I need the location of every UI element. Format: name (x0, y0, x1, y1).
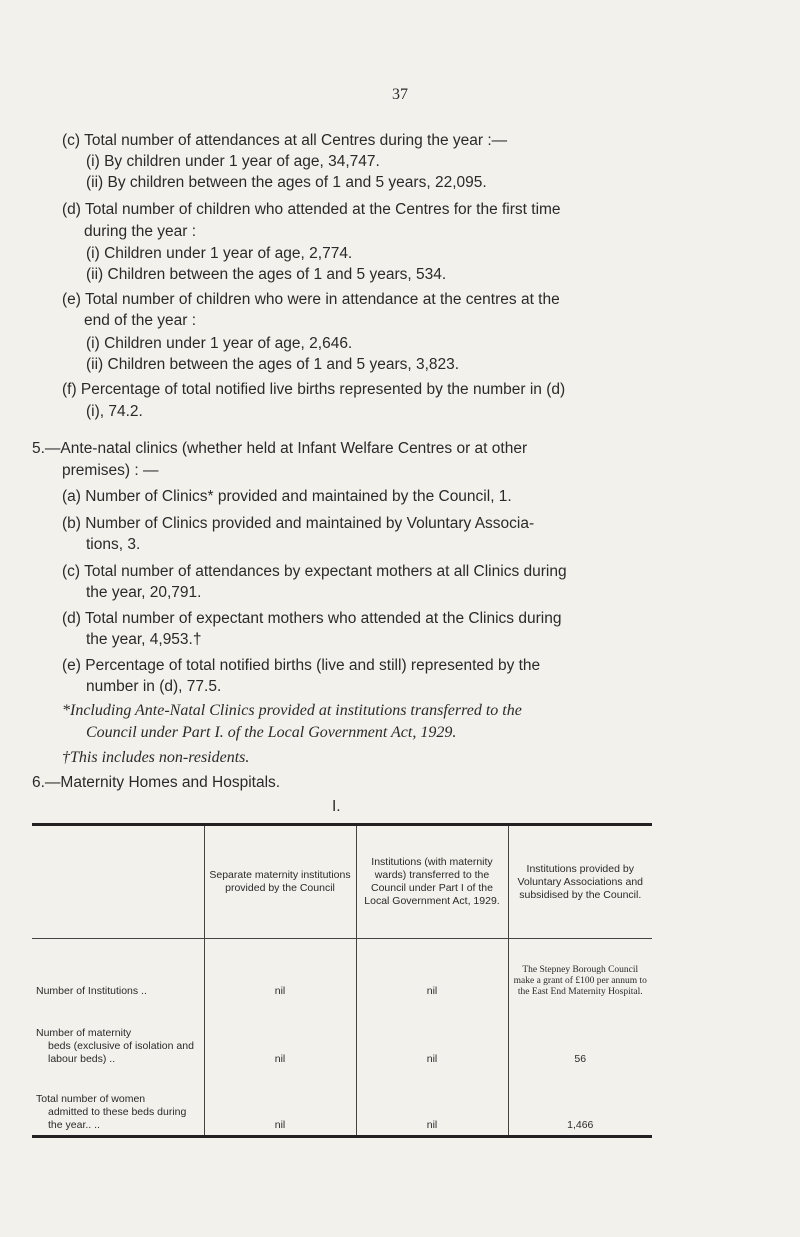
item-5-d: (d) Total number of expectant mothers who attended at the Clinics during (62, 610, 562, 627)
footnote-star-cont: Council under Part I. of the Local Government Act, 1929. (86, 724, 457, 741)
item-5-a: (a) Number of Clinics* provided and maintained by the Council, 1. (62, 488, 512, 505)
section-e-heading: (e) Total number of children who were in attendance at the centres at the (62, 291, 560, 308)
table-header-voluntary: Institutions provided by Voluntary Associations and subsidised by the Council. (508, 825, 652, 939)
row-label-line-cont: admitted to these beds during the year.. .. (48, 1106, 187, 1131)
section-c-heading: (c) Total number of attendances at all Centres during the year :— (62, 132, 508, 149)
table-row (32, 939, 652, 1001)
section-e-heading-cont: end of the year : (84, 312, 197, 329)
cell-voluntary: 56 (508, 1001, 652, 1069)
table-header-transferred: Institutions (with maternity wards) transferred to the Council under Part I of the Local Government Act, 1929. (356, 825, 508, 939)
row-label (32, 1069, 204, 1137)
section-c-ii: (ii) By children between the ages of 1 and 5 years, 22,095. (86, 174, 487, 191)
row-label-line: Number of maternity (36, 1026, 132, 1039)
section-f-line-2: (i), 74.2. (86, 403, 143, 420)
cell-council: nil (204, 1001, 356, 1069)
section-c-i: (i) By children under 1 year of age, 34,747. (86, 153, 380, 170)
table-header-blank (32, 825, 204, 939)
section-f-line-1: (f) Percentage of total notified live births represented by the number in (d) (62, 381, 566, 398)
footnote-star: *Including Ante-Natal Clinics provided at institutions transferred to the (62, 702, 522, 719)
item-6-heading: 6.—Maternity Homes and Hospitals. (32, 774, 281, 791)
cell-transferred: nil (356, 1069, 508, 1137)
section-d-heading-cont: during the year : (84, 223, 197, 240)
section-d-ii: (ii) Children between the ages of 1 and 5 years, 534. (86, 266, 447, 283)
cell-transferred: nil (356, 939, 508, 1001)
table-header-council: Separate maternity institutions provided by the Council (204, 825, 356, 939)
item-5-e: (e) Percentage of total notified births (live and still) represented by the (62, 657, 541, 674)
item-5-c: (c) Total number of attendances by expectant mothers at all Clinics during (62, 563, 567, 580)
item-5-b-cont: tions, 3. (86, 536, 141, 553)
page-number: 37 (392, 86, 408, 103)
footnote-dagger: †This includes non-residents. (62, 749, 250, 766)
cell-council: nil (204, 939, 356, 1001)
table-row (32, 1001, 652, 1069)
item-6-subheading: I. (332, 798, 341, 815)
maternity-table (32, 823, 652, 1138)
section-d-i: (i) Children under 1 year of age, 2,774. (86, 245, 353, 262)
item-5-heading-cont: premises) : — (62, 462, 159, 479)
table-header-row (32, 825, 652, 939)
item-5-b: (b) Number of Clinics provided and maintained by Voluntary Associa- (62, 515, 535, 532)
section-e-i: (i) Children under 1 year of age, 2,646. (86, 335, 353, 352)
item-5-d-cont: the year, 4,953.† (86, 631, 202, 648)
section-e-ii: (ii) Children between the ages of 1 and 5 years, 3,823. (86, 356, 460, 373)
row-label (32, 1001, 204, 1069)
cell-transferred: nil (356, 1001, 508, 1069)
item-5-heading: 5.—Ante-natal clinics (whether held at Infant Welfare Centres or at other (32, 440, 528, 457)
cell-voluntary: 1,466 (508, 1069, 652, 1137)
cell-council: nil (204, 1069, 356, 1137)
row-label-line-cont: beds (exclusive of isolation and labour beds) .. (48, 1039, 194, 1065)
row-label-line: Total number of women (36, 1093, 146, 1105)
item-5-c-cont: the year, 20,791. (86, 584, 202, 601)
row-label: Number of Institutions .. (36, 984, 147, 997)
item-5-e-cont: number in (d), 77.5. (86, 678, 222, 695)
table-row (32, 1069, 652, 1137)
section-d-heading: (d) Total number of children who attended at the Centres for the first time (62, 201, 561, 218)
cell-voluntary-note: The Stepney Borough Council make a grant of £100 per annum to the East End Maternity Hospital. (508, 939, 652, 1001)
